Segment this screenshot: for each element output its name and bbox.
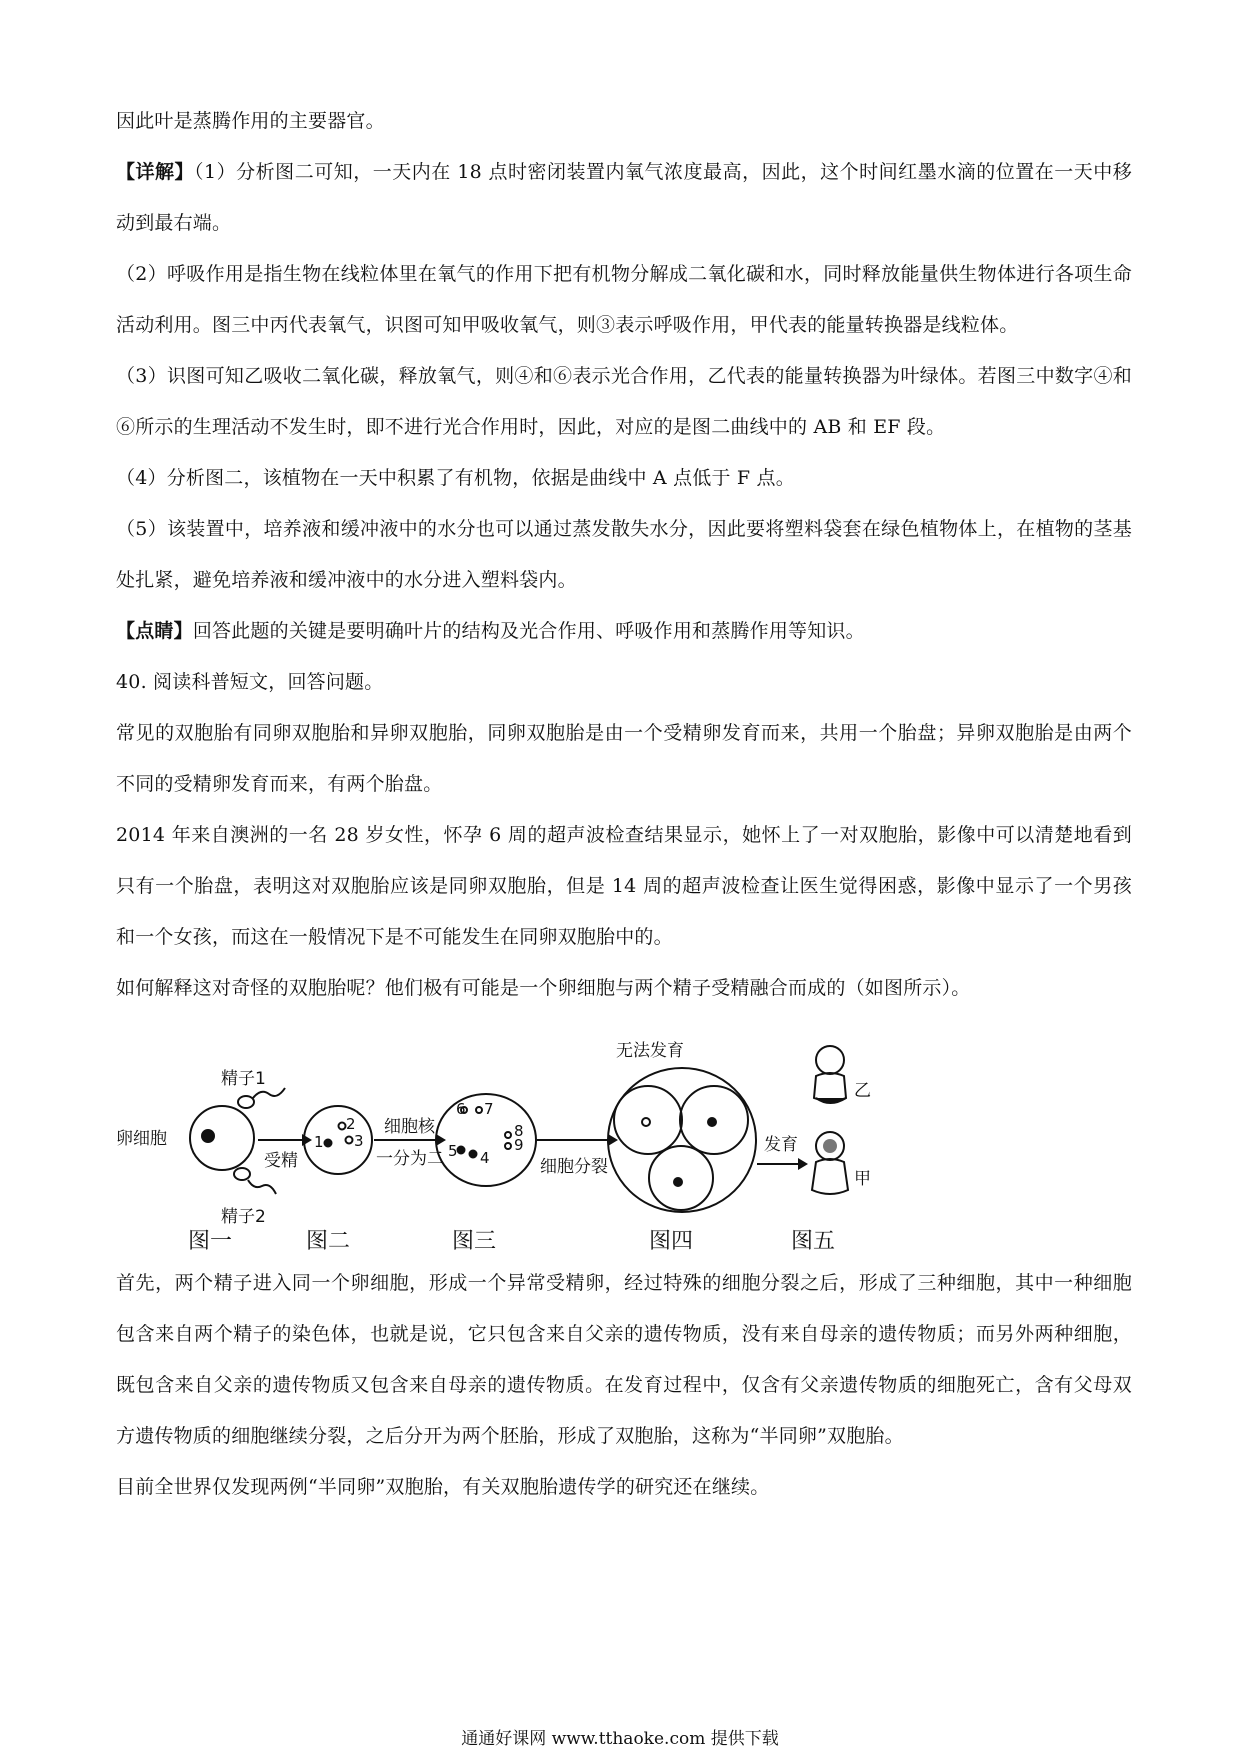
label-nucleus-split-top: 细胞核: [384, 1117, 435, 1137]
paragraph-tip: 【点睛】回答此题的关键是要明确叶片的结构及光合作用、呼吸作用和蒸腾作用等知识。: [116, 620, 865, 642]
label-num-8: 8: [514, 1122, 524, 1140]
nucleus-cannot-develop: [642, 1118, 650, 1126]
sperm-1-head: [238, 1096, 254, 1108]
paragraph-explanation: 如何解释这对奇怪的双胞胎呢？他们极有可能是一个卵细胞与两个精子受精融合而成的（如图所示）。: [116, 977, 971, 999]
paragraph-australia-case: 2014 年来自澳洲的一名 28 岁女性，怀孕 6 周的超声波检查结果显示，她怀上了一对双胞胎，影像中可以清楚地看到只有一个胎盘，表明这对双胞胎应该是同卵双胞胎，但是 14 周的超声波检查让医生觉得困惑，影像中显示了一个男孩和一个女孩，而这在一般情况下是不可能发生在同卵双胞胎中的。: [116, 824, 1132, 948]
label-num-9: 9: [514, 1136, 524, 1154]
nucleus-5: [458, 1147, 465, 1154]
baby-b-body: [814, 1073, 846, 1101]
label-num-1: 1: [314, 1133, 324, 1151]
paragraph-detail-2: （2）呼吸作用是指生物在线粒体里在氧气的作用下把有机物分解成二氧化碳和水，同时释放能量供生物体进行各项生命活动利用。图三中丙代表氧气，识图可知甲吸收氧气，则③表示呼吸作用，甲代表的能量转换器是线粒体。: [116, 263, 1132, 336]
paragraph-detail-3: （3）识图可知乙吸收二氧化碳，释放氧气，则④和⑥表示光合作用，乙代表的能量转换器为叶绿体。若图三中数字④和⑥所示的生理活动不发生时，即不进行光合作用时，因此，对应的是图二曲线中的 AB 和 EF 段。: [116, 365, 1132, 438]
detail-tag: 【详解】: [116, 161, 195, 183]
label-num-4: 4: [480, 1149, 490, 1167]
caption-fig-5: 图五: [791, 1229, 836, 1254]
label-num-5: 5: [448, 1142, 458, 1160]
arrowhead-develop: [798, 1158, 808, 1170]
label-sperm-1: 精子1: [221, 1069, 266, 1089]
nucleus-right: [708, 1118, 716, 1126]
nucleus-9: [505, 1143, 511, 1149]
label-egg: 卵细胞: [116, 1129, 167, 1149]
paragraph-conclusion: 目前全世界仅发现两例“半同卵”双胞胎，有关双胞胎遗传学的研究还在继续。: [116, 1476, 770, 1498]
arrowhead-cell-division: [608, 1134, 618, 1146]
fertilization-diagram: [116, 1022, 1132, 1254]
label-develop: 发育: [764, 1135, 798, 1155]
nucleus-bottom: [674, 1178, 682, 1186]
baby-a-mark: [823, 1139, 837, 1153]
label-num-7: 7: [484, 1100, 494, 1118]
label-cannot-develop: 无法发育: [616, 1041, 684, 1061]
label-sperm-2: 精子2: [221, 1207, 266, 1227]
baby-b-diaper: [816, 1098, 846, 1103]
label-num-2: 2: [346, 1115, 356, 1133]
baby-b-head: [816, 1046, 844, 1074]
nucleus-1: [325, 1140, 332, 1147]
baby-a-body: [812, 1159, 848, 1194]
arrowhead-fertilize: [302, 1134, 312, 1146]
paragraph-detail-5: （5）该装置中，培养液和缓冲液中的水分也可以通过蒸发散失水分，因此要将塑料袋套在绿色植物体上，在植物的茎基处扎紧，避免培养液和缓冲液中的水分进入塑料袋内。: [116, 518, 1132, 591]
caption-fig-4: 图四: [649, 1229, 694, 1254]
label-nucleus-split-bottom: 一分为二: [376, 1149, 444, 1169]
egg-nucleus: [202, 1130, 214, 1142]
nucleus-7: [476, 1107, 482, 1113]
sperm-2-tail: [248, 1180, 276, 1194]
document-body: [116, 96, 1132, 1513]
label-cell-division: 细胞分裂: [540, 1157, 608, 1177]
embryo-outer-circle: [608, 1068, 756, 1212]
label-num-6: 6: [456, 1100, 466, 1118]
cell-cannot-develop: [614, 1086, 682, 1154]
label-baby-a: 甲: [854, 1169, 871, 1189]
tip-tag: 【点睛】: [116, 620, 193, 642]
paragraph-mechanism: 首先，两个精子进入同一个卵细胞，形成一个异常受精卵，经过特殊的细胞分裂之后，形成了三种细胞，其中一种细胞包含来自两个精子的染色体，也就是说，它只包含来自父亲的遗传物质，没有来自母亲的遗传物质；而另外两种细胞，既包含来自父亲的遗传物质又包含来自母亲的遗传物质。在发育过程中，仅含有父亲遗传物质的细胞死亡，含有父母双方遗传物质的细胞继续分裂，之后分开为两个胚胎，形成了双胞胎，这称为“半同卵”双胞胎。: [116, 1272, 1132, 1447]
egg-cell-circle: [190, 1106, 254, 1170]
nucleus-3: [346, 1137, 353, 1144]
caption-fig-3: 图三: [452, 1229, 497, 1254]
label-num-3: 3: [354, 1132, 364, 1150]
paragraph-detail-1: 【详解】（1）分析图二可知，一天内在 18 点时密闭装置内氧气浓度最高，因此，这个时间红墨水滴的位置在一天中移动到最右端。: [116, 161, 1132, 234]
page-footer: 通通好课网 www.tthaoke.com 提供下载: [461, 1729, 779, 1749]
nucleus-4: [470, 1151, 477, 1158]
paragraph-detail-4: （4）分析图二，该植物在一天中积累了有机物，依据是曲线中 A 点低于 F 点。: [116, 467, 795, 489]
sperm-1-tail: [253, 1088, 285, 1098]
label-fertilize: 受精: [264, 1151, 298, 1171]
question-40-title: 40. 阅读科普短文，回答问题。: [116, 671, 384, 693]
sperm-2-head: [234, 1168, 250, 1180]
caption-fig-2: 图二: [306, 1229, 351, 1254]
paragraph-intro: 因此叶是蒸腾作用的主要器官。: [116, 110, 385, 132]
label-baby-b: 乙: [854, 1081, 871, 1101]
paragraph-twins-types: 常见的双胞胎有同卵双胞胎和异卵双胞胎，同卵双胞胎是由一个受精卵发育而来，共用一个胎盘；异卵双胞胎是由两个不同的受精卵发育而来，有两个胎盘。: [116, 722, 1132, 795]
nucleus-2: [339, 1123, 346, 1130]
arrowhead-nucleus-split: [436, 1134, 446, 1146]
caption-fig-1: 图一: [188, 1229, 233, 1254]
nucleus-8: [505, 1132, 511, 1138]
